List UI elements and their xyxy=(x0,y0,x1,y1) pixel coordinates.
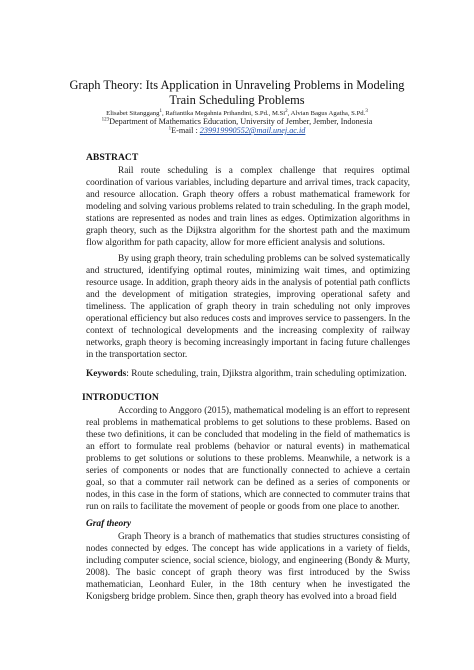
email-superscript: 1 xyxy=(168,126,172,132)
author-superscript: 1 xyxy=(159,108,162,114)
author-superscript: 3 xyxy=(365,108,368,114)
keywords-label: Keywords xyxy=(86,369,127,379)
keywords-line xyxy=(86,368,410,380)
author-name: Elisabet Sitanggang xyxy=(106,110,160,117)
affiliation-superscript: 123 xyxy=(101,117,110,123)
introduction-heading: INTRODUCTION xyxy=(82,392,159,403)
abstract-paragraph: By using graph theory, train scheduling problems can be solved systematically and structured, identifying optimal routes, minimizing wait times, and optimizing resource usage. In addition, graph theory aids in the analysis of potential path conflicts and the development of mitigation strategies, improving operational safety and timeliness. The application of graph theory in train scheduling not only improves operational efficiency but also reduces costs and improves service to passengers. In the context of technological developments and the increasing complexity of railway networks, graph theory is becoming increasingly important in facing future challenges in the transportation sector. xyxy=(86,254,410,360)
keywords-text: : Route scheduling, train, Djikstra algorithm, train scheduling optimization. xyxy=(126,369,407,379)
email-link[interactable]: 239919990552@mail.unej.ac.id xyxy=(199,126,306,135)
abstract-heading: ABSTRACT xyxy=(86,152,139,163)
author-superscript: 2 xyxy=(285,108,288,114)
abstract-paragraph: Rail route scheduling is a complex challenge that requires optimal coordination of various variables, including departure and arrival times, track capacity, and resource allocation. Graph theory offers a robust mathematical framework for modeling and solving various problems related to train scheduling. In the graph model, stations are represented as nodes and train lines as edges. Optimization algorithms in graph theory, such as the Dijkstra algorithm for the shortest path and the maximum flow algorithm for path capacity, allow for more efficient analysis and solutions. xyxy=(86,166,410,248)
graf-theory-heading: Graf theory xyxy=(86,519,132,529)
email-label: E-mail : xyxy=(171,126,200,135)
introduction-paragraph: According to Anggoro (2015), mathematical modeling is an effort to represent real problems in mathematical problems to get solutions to these problems. Based on these two definitions, it can be concluded that modeling in the field of mathematics is an effort to formulate real problems (behavior or natural events) in mathematical problems to get solutions or solutions to these problems. Meanwhile, a network is a series of components or nodes that are functionally connected to achieve a certain goal, so that a commuter rail network can be defined as a series of components or nodes, in this case in the form of stations, which are connected to commuter trains that run on rails to facilitate the movement of people or goods from one place to another. xyxy=(86,406,410,512)
author-email xyxy=(60,126,414,136)
author-name: Alvian Bagus Agatha, S.Pd. xyxy=(290,110,366,117)
graf-theory-paragraph: Graph Theory is a branch of mathematics that studies structures consisting of nodes connected by edges. The concept has wide applications in a variety of fields, including computer science, social science, biology, and engineering (Bondy & Murty, 2008). The basic concept of graph theory was first introduced by the Swiss mathematician, Leonhard Euler, in the 18th century when he investigated the Konigsberg bridge problem. Since then, graph theory has evolved into a broad field xyxy=(86,532,410,602)
affiliation-text: Department of Mathematics Education, University of Jember, Jember, Indonesia xyxy=(109,117,373,126)
author-list: Elisabet Sitanggang$^1$, Rafiantika Megahnia Prihandini, S.Pd., M.Si$^2$, Alvian Bagus Agatha, S.Pd.$^3$ xyxy=(106,108,368,117)
paper-title: Graph Theory: Its Application in Unraveling Problems in Modeling Train Scheduling Problems xyxy=(69,78,405,107)
author-name: Rafiantika Megahnia Prihandini, S.Pd., M.Si xyxy=(165,110,286,117)
